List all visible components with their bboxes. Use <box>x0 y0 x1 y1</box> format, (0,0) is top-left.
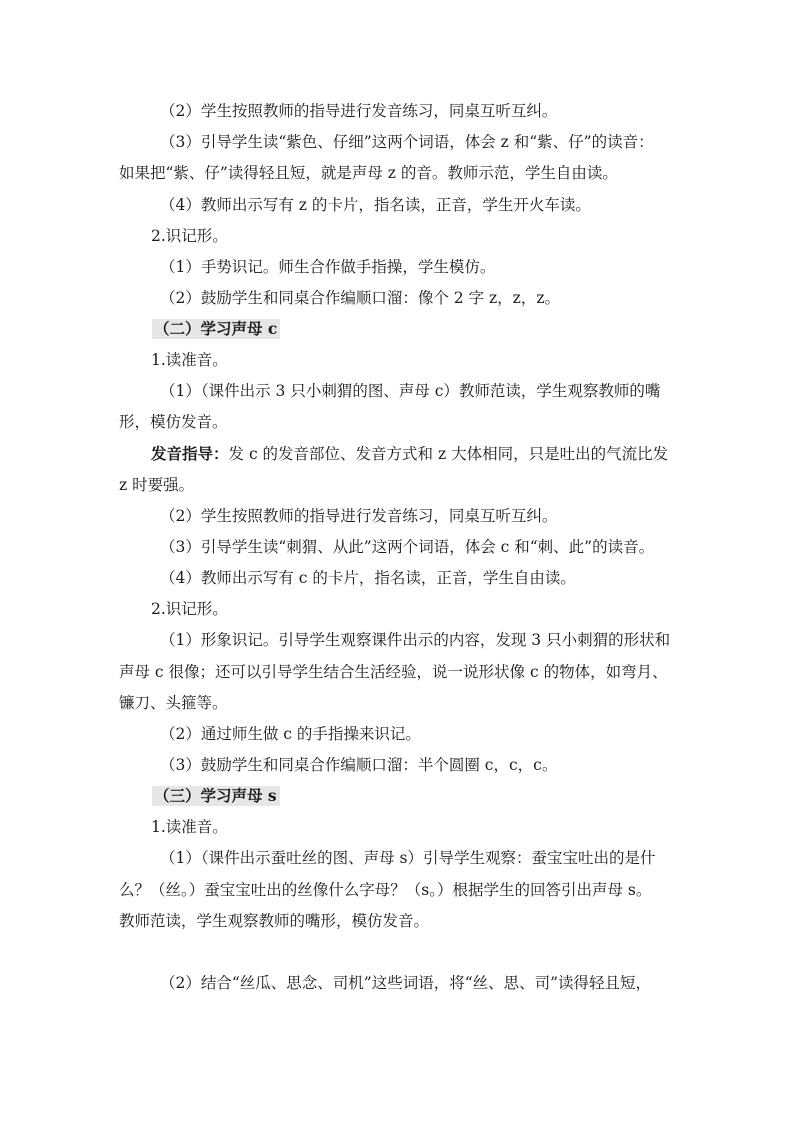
section-heading-s: （三）学习声母 s <box>152 786 280 806</box>
para-line: （2）学生按照教师的指导进行发音练习，同桌互听互纠。 <box>160 102 558 120</box>
pronunciation-guide-label: 发音指导： <box>151 444 229 463</box>
para-line: （2）结合“丝瓜、思念、司机”这些词语，将“丝、思、司”读得轻且短， <box>160 974 652 992</box>
pronunciation-guide-text: 发 c 的发音部位、发音方式和 z 大体相同，只是吐出的气流比发 <box>228 445 669 463</box>
para-line: （1）手势识记。师生合作做手指操，学生模仿。 <box>160 258 496 276</box>
para-line: 2.识记形。 <box>151 227 228 245</box>
para-line: 么？（丝。）蚕宝宝吐出的丝像什么字母？（s。）根据学生的回答引出声母 s。 <box>119 881 652 899</box>
para-line: 形，模仿发音。 <box>119 413 228 431</box>
para-line: （3）引导学生读“紫色、仔细”这两个词语，体会 z 和“紫、仔”的读音： <box>160 133 654 151</box>
para-line: 教师范读，学生观察教师的嘴形，模仿发音。 <box>119 912 430 930</box>
para-line: 镰刀、头箍等。 <box>119 694 228 712</box>
para-line: （1）（课件出示蚕吐丝的图、声母 s）引导学生观察：蚕宝宝吐出的是什 <box>160 849 656 867</box>
para-line: （3）引导学生读“刺猬、从此”这两个词语，体会 c 和“刺、此”的读音。 <box>160 538 655 556</box>
para-line: 如果把“紫、仔”读得轻且短，就是声母 z 的音。教师示范，学生自由读。 <box>119 164 618 182</box>
section-heading-c: （二）学习声母 c <box>152 319 280 339</box>
para-line: （2）学生按照教师的指导进行发音练习，同桌互听互纠。 <box>160 507 558 525</box>
para-line: （1）形象识记。引导学生观察课件出示的内容，发现 3 只小刺猬的形状和 <box>160 631 671 649</box>
para-line: 2.识记形。 <box>151 600 228 618</box>
para-line: （3）鼓励学生和同桌合作编顺口溜：半个圆圈 c，c，c。 <box>160 756 558 774</box>
para-line: z 时要强。 <box>119 476 195 494</box>
para-line: 声母 c 很像；还可以引导学生结合生活经验，说一说形状像 c 的物体，如弯月、 <box>119 663 668 681</box>
para-line: 1.读准音。 <box>151 818 228 836</box>
para-line: 1.读准音。 <box>151 351 228 369</box>
para-line: （1）（课件出示 3 只小刺猬的图、声母 c）教师范读，学生观察教师的嘴 <box>160 382 661 400</box>
para-line: （2）鼓励学生和同桌合作编顺口溜：像个 2 字 z，z，z。 <box>160 289 561 307</box>
para-line: （2）通过师生做 c 的手指操来识记。 <box>160 725 421 743</box>
para-line: （4）教师出示写有 c 的卡片，指名读，正音，学生自由读。 <box>160 569 576 587</box>
para-line: （4）教师出示写有 z 的卡片，指名读，正音，学生开火车读。 <box>160 196 591 214</box>
pronunciation-guide-line <box>151 444 668 464</box>
